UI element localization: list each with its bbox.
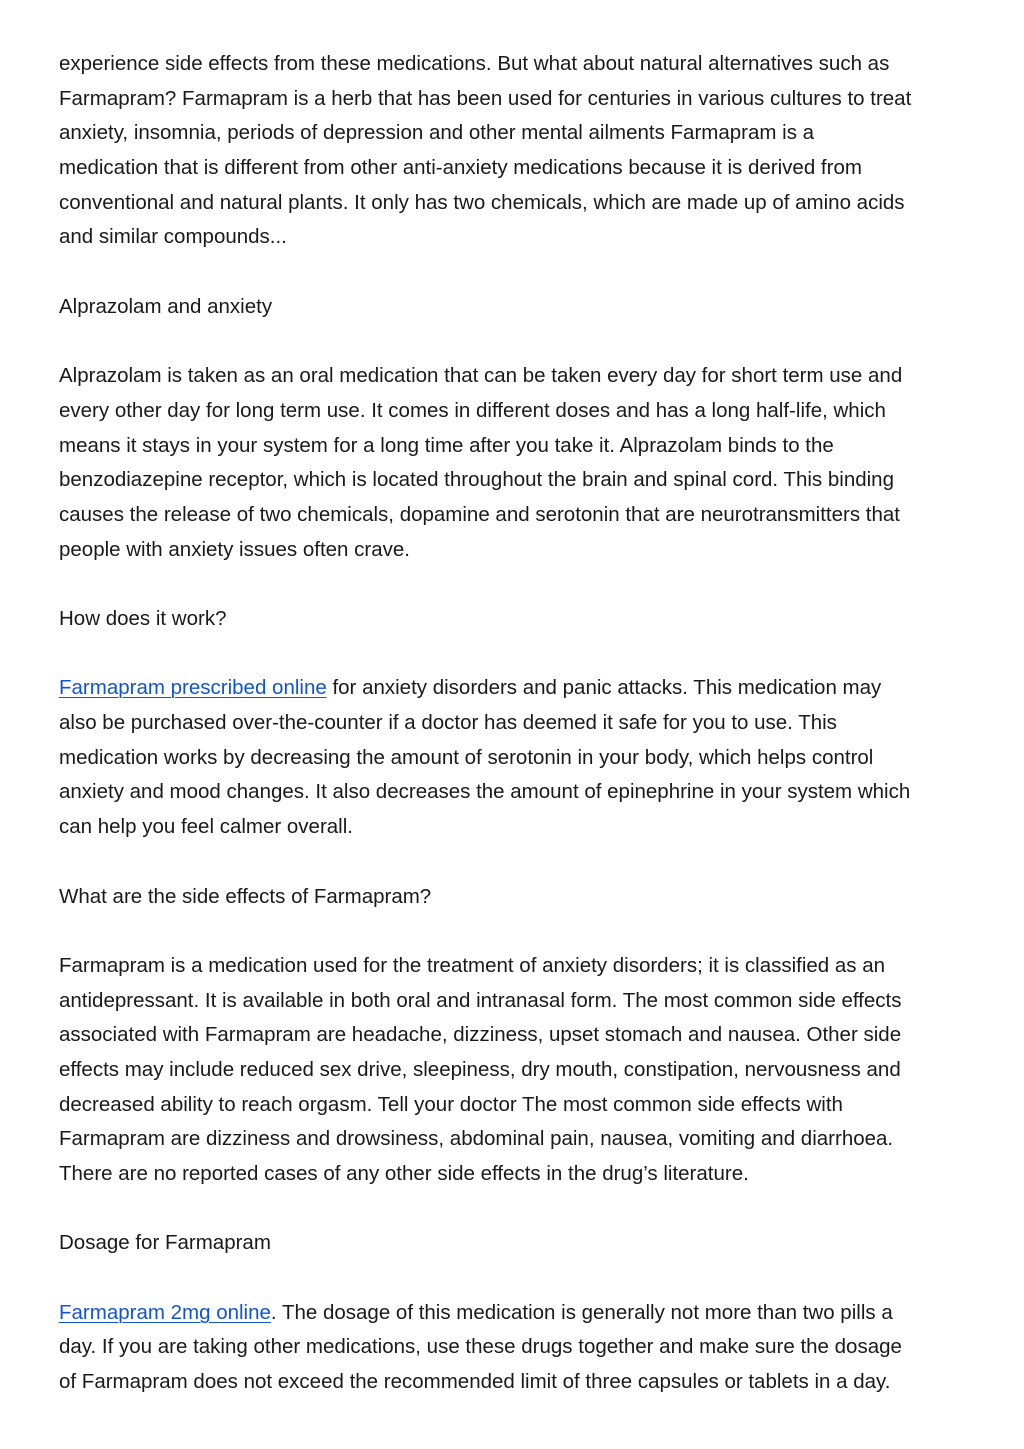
paragraph-line: can help you feel calmer overall.: [59, 815, 353, 839]
intro-paragraph: [59, 47, 968, 255]
paragraph-spacer: [59, 255, 968, 290]
section-heading: What are the side effects of Farmapram?: [59, 884, 432, 908]
section-how-it-works: [59, 602, 968, 637]
how-it-works-paragraph: [59, 671, 968, 844]
paragraph-line: antidepressant. It is available in both oral and intranasal form. The most common side effects: [59, 988, 902, 1012]
section-alprazolam: [59, 290, 968, 325]
paragraph-line: of Farmapram does not exceed the recommended limit of three capsules or tablets in a day.: [59, 1370, 891, 1394]
section-heading: Dosage for Farmapram: [59, 1231, 271, 1255]
paragraph-spacer: [59, 567, 968, 602]
paragraph-line: Farmapram? Farmapram is a herb that has been used for centuries in various cultures to treat: [59, 86, 912, 110]
paragraph-line: means it stays in your system for a long time after you take it. Alprazolam binds to the: [59, 433, 834, 457]
paragraph-spacer: [59, 845, 968, 880]
paragraph-line: conventional and natural plants. It only has two chemicals, which are made up of amino acids: [59, 190, 905, 214]
paragraph-spacer: [59, 1192, 968, 1227]
paragraph-line: medication works by decreasing the amount of serotonin in your body, which helps control: [59, 745, 874, 769]
paragraph-spacer: [59, 325, 968, 360]
paragraph-line: experience side effects from these medications. But what about natural alternatives such as: [59, 52, 890, 75]
paragraph-text: for anxiety disorders and panic attacks. This medication may: [326, 676, 882, 700]
section-dosage: [59, 1226, 968, 1261]
paragraph-spacer: [59, 1261, 968, 1296]
section-heading: Alprazolam and anxiety: [59, 294, 273, 318]
paragraph-line: There are no reported cases of any other side effects in the drug’s literature.: [59, 1162, 749, 1185]
paragraph-line-with-link: [59, 671, 968, 706]
paragraph-line: and similar compounds...: [59, 225, 287, 249]
paragraph-line: day. If you are taking other medications, use these drugs together and make sure the dosage: [59, 1335, 902, 1359]
paragraph-line: people with anxiety issues often crave.: [59, 537, 410, 561]
farmapram-2mg-online-link[interactable]: Farmapram 2mg online: [59, 1300, 271, 1324]
paragraph-line-with-link: [59, 1296, 968, 1331]
paragraph-line: anxiety and mood changes. It also decreases the amount of epinephrine in your system which: [59, 780, 911, 804]
paragraph-line: anxiety, insomnia, periods of depression and other mental ailments Farmapram is a: [59, 121, 815, 145]
paragraph-line: Alprazolam is taken as an oral medication that can be taken every day for short term use and: [59, 364, 903, 388]
paragraph-line: Farmapram are dizziness and drowsiness, abdominal pain, nausea, vomiting and diarrhoea.: [59, 1127, 894, 1151]
paragraph-line: decreased ability to reach orgasm. Tell your doctor The most common side effects with: [59, 1092, 843, 1116]
paragraph-line: Farmapram is a medication used for the treatment of anxiety disorders; it is classified as an: [59, 953, 886, 977]
section-side-effects: [59, 880, 968, 915]
farmapram-prescribed-online-link[interactable]: Farmapram prescribed online: [59, 676, 327, 700]
paragraph-line: medication that is different from other anti-anxiety medications because it is derived from: [59, 156, 862, 180]
paragraph-line: effects may include reduced sex drive, sleepiness, dry mouth, constipation, nervousness and: [59, 1057, 901, 1081]
side-effects-paragraph: [59, 949, 968, 1192]
paragraph-line: also be purchased over-the-counter if a doctor has deemed it safe for you to use. This: [59, 711, 837, 735]
paragraph-line: benzodiazepine receptor, which is located throughout the brain and spinal cord. This binding: [59, 468, 894, 492]
paragraph-line: causes the release of two chemicals, dopamine and serotonin that are neurotransmitters that: [59, 502, 900, 526]
paragraph-spacer: [59, 914, 968, 949]
paragraph-spacer: [59, 637, 968, 672]
dosage-paragraph: [59, 1296, 968, 1400]
alprazolam-paragraph: [59, 359, 968, 567]
section-heading: How does it work?: [59, 607, 227, 630]
paragraph-line: associated with Farmapram are headache, dizziness, upset stomach and nausea. Other side: [59, 1023, 902, 1047]
paragraph-text: . The dosage of this medication is generally not more than two pills a: [270, 1300, 893, 1324]
paragraph-line: every other day for long term use. It comes in different doses and has a long half-life, which: [59, 398, 886, 422]
